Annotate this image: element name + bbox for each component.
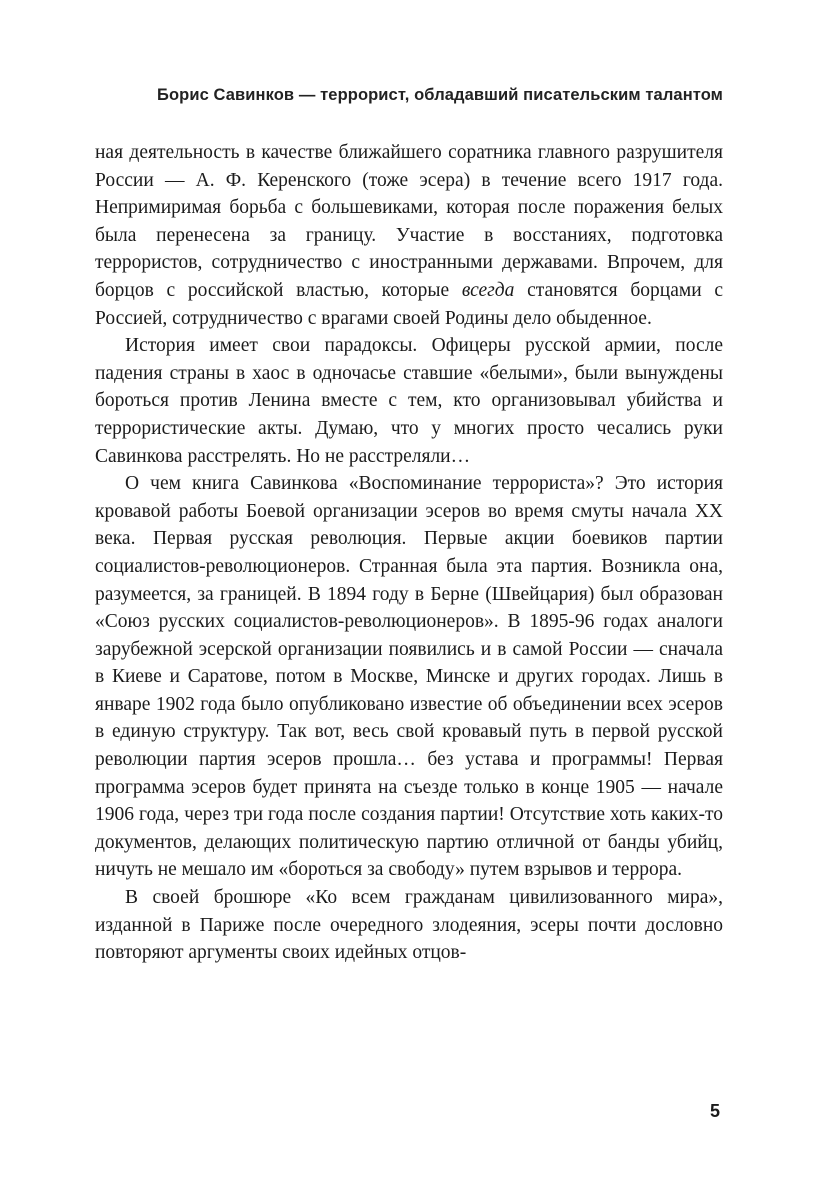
paragraph xyxy=(95,139,723,332)
text-run: ная деятельность в качестве ближайшего соратника главного разрушителя России — А. Ф. Керенского (тоже эсера) в течение всего 1917 года. Непримиримая борьба с большевиками, которая после поражения белых была перенесена за границу. Участие в восстаниях, подготовка террористов, сотрудничество с иностранными державами. Впрочем, для борцов с российской властью, которые xyxy=(95,142,723,301)
text-run: История имеет свои парадоксы. Офицеры русской армии, после падения страны в хаос в одночасье ставшие «белыми», были вынуждены бороться против Ленина вместе с тем, кто организовывал убийства и террористические акты. Думаю, что у многих просто чесались руки Савинкова расстрелять. Но не расстреляли… xyxy=(95,335,723,467)
running-header: Борис Савинков — террорист, обладавший писательским талантом xyxy=(157,86,723,104)
text-run: становятся борцами с Россией, сотрудничество с врагами своей Родины дело обыденное. xyxy=(95,279,723,329)
paragraph xyxy=(95,332,723,470)
body-text xyxy=(95,139,723,967)
page-number: 5 xyxy=(709,1101,720,1121)
text-run: О чем книга Савинкова «Воспоминание террориста»? Это история кровавой работы Боевой организации эсеров во время смуты начала XX века. Первая русская революция. Первые акции боевиков партии социалистов-революционеров. Странная была эта партия. Возникла она, разумеется, за границей. В 1894 году в Берне (Швейцария) был образован «Союз русских социалистов-революционеров». В 1895-96 годах аналоги зарубежной эсерской организации появились и в самой России — сначала в Киеве и Саратове, потом в Москве, Минске и других городах. Лишь в январе 1902 года было опубликовано известие об объединении всех эсеров в единую структуру. Так вот, весь свой кровавый путь в первой русской революции партия эсеров прошла… без устава и программы! Первая программа эсеров будет принята на съезде только в конце 1905 — начале 1906 года, через три года после создания партии! Отсутствие хоть каких-то документов, делающих политическую партию отличной от банды убийц, ничуть не мешало им «бороться за свободу» путем взрывов и террора. xyxy=(95,473,723,881)
text-run: всегда xyxy=(461,279,515,301)
paragraph xyxy=(95,884,723,967)
paragraph xyxy=(95,470,723,884)
text-run: В своей брошюре «Ко всем гражданам цивилизованного мира», изданной в Париже после очередного злодеяния, эсеры почти дословно повторяют аргументы своих идейных отцов- xyxy=(95,887,723,964)
